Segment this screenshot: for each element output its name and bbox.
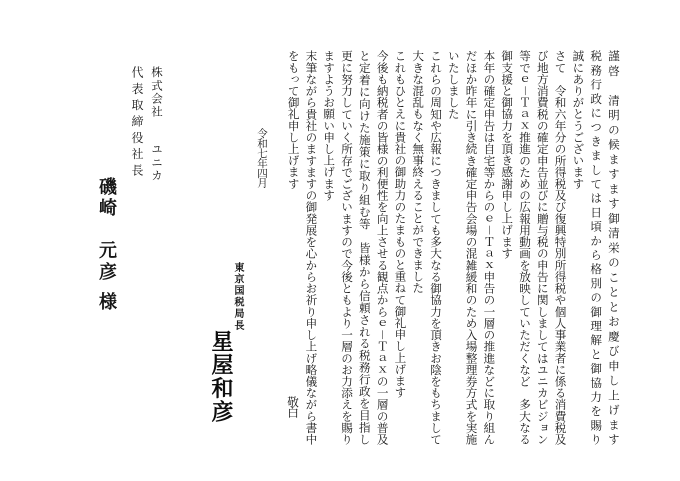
recipient-honorific: 様 [96,292,117,310]
letter-line: これらの周知や広報につきましても多大なる御協力を頂きお陰をもちまして [429,50,444,446]
letter-date: 令和七年四月 [256,128,268,188]
letter-line: 大きな混乱もなく無事終えることができました [411,50,426,294]
letter-line: 等でｅ－Ｔａｘ推進のための広報用動画を放映していただくなど 多大なる [518,50,532,446]
recipient-title: 代表取締役社長 [130,66,144,181]
letter-line: び地方消費税の確定申告並びに贈与税の申告に関しましてはユニカビジョン [535,50,550,446]
letter-line: 今後も納税者の皆様の利便性を向上させる観点からｅ－Ｔａｘの一層の普及 [375,50,390,446]
letter-line: をもって御礼申し上げます [286,50,301,190]
letter-line: 誠にありがとうございます [571,50,586,190]
letter-line: 謹啓 清明の候ますます御清栄のこととお慶び申し上げます [606,50,621,449]
letter-line: さて 令和六年分の所得税及び復興特別所得税や個人事業者に係る消費税及 [553,50,568,446]
letter-line: 更に努力していく所存でございますので今後ともより一層のお力添えを賜り [340,50,355,446]
letter-line: 末筆ながら貴社のますますの御発展を心からお祈り申し上げ略儀ながら書中 [304,50,319,446]
letter-line: 本年の確定申告は自宅等からのｅ－Ｔａｘ申告の一層の推進などに取り組ん [482,50,497,446]
sender-name: 星屋和彦 [208,330,234,424]
letter-line: これもひとえに貴社の御助力のたまものと重ねて御礼申し上げます [393,50,408,398]
letter-line: 税務行政につきましては日頃から格別の御理解と御協力を賜り [589,50,604,448]
letter-line: ますようお願い申し上げます [322,50,337,201]
letter-line: と定着に向けた施策に取り組む等 皆様から信頼される税務行政を目指し [357,50,372,446]
letter-line: 御支援と御協力を頂き感謝申し上げます [500,50,515,259]
sender-title: 東京国税局長 [232,262,243,332]
recipient-name: 磯崎 元彦 [96,177,117,284]
letter-body [284,50,622,449]
closing-salutation: 敬白 [286,396,300,417]
recipient-company-type: 株式会社 [150,66,164,119]
recipient-company-name: ユニカ [150,143,164,183]
letter-line: いたしました [446,50,461,120]
letter-line: だほか昨年に引き続き確定申告会場の混雑緩和のため入場整理券方式を実施 [464,50,479,446]
